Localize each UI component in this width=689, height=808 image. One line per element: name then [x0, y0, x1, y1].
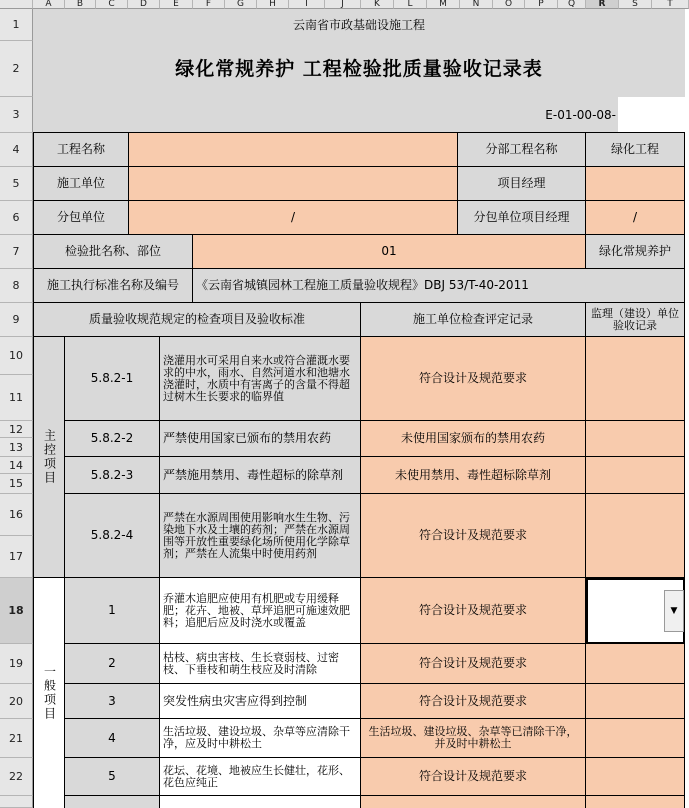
- general-item-5-text: 花坛、花境、地被应生长健壮，花形、花色应纯正: [160, 758, 361, 796]
- general-item-4-record[interactable]: 生活垃圾、建设垃圾、杂草等已清除干净，并及时中耕松土: [361, 719, 586, 758]
- general-item-3-text: 突发性病虫灾害应得到控制: [160, 684, 361, 719]
- row-header-14[interactable]: 14: [0, 457, 33, 474]
- row-header-6[interactable]: 6: [0, 201, 33, 235]
- batch-name[interactable]: 绿化常规养护: [586, 235, 685, 269]
- general-item-2-supervision[interactable]: [586, 644, 685, 684]
- row-header-16[interactable]: 16: [0, 494, 33, 536]
- general-items-group-label: [34, 578, 65, 808]
- sub-manager-input[interactable]: /: [586, 201, 685, 235]
- column-header-o[interactable]: O: [493, 0, 525, 9]
- contractor-input[interactable]: [129, 167, 458, 201]
- main-item-4-record[interactable]: 符合设计及规范要求: [361, 494, 586, 578]
- column-header-b[interactable]: B: [65, 0, 96, 9]
- main-item-3-supervision[interactable]: [586, 457, 685, 494]
- row-header-13[interactable]: 13: [0, 438, 33, 457]
- general-item-5-supervision[interactable]: [586, 758, 685, 796]
- row-header-18[interactable]: 18: [0, 578, 33, 644]
- row-header-23[interactable]: [0, 796, 33, 808]
- general-item-1-code: 1: [65, 578, 160, 644]
- row-header-21[interactable]: 21: [0, 719, 33, 758]
- main-item-4-supervision[interactable]: [586, 494, 685, 578]
- row-23-record[interactable]: [361, 796, 586, 808]
- general-item-2-record[interactable]: 符合设计及规范要求: [361, 644, 586, 684]
- supervision-header: 监理（建设）单位验收记录: [586, 303, 685, 337]
- column-header-m[interactable]: M: [427, 0, 460, 9]
- main-item-3-text: 严禁施用禁用、毒性超标的除草剂: [160, 457, 361, 494]
- row-header-5[interactable]: 5: [0, 167, 33, 201]
- select-all-corner[interactable]: [0, 0, 33, 9]
- sub-project-label: 分部工程名称: [458, 133, 586, 167]
- manager-label: 项目经理: [458, 167, 586, 201]
- row-header-11[interactable]: 11: [0, 375, 33, 421]
- general-items-group-text: 一般项目: [42, 665, 57, 721]
- standard-label: 施工执行标准名称及编号: [34, 269, 193, 303]
- sub-manager-label: 分包单位项目经理: [458, 201, 586, 235]
- main-item-4-text: 严禁在水源周围使用影响水生生物、污染地下水及土壤的药剂；严禁在水源周围等开放性重要绿化场所使用化学除草剂；严禁在人流集中时使用药剂: [160, 494, 361, 578]
- column-header-t[interactable]: T: [652, 0, 689, 9]
- row-23-code: [65, 796, 160, 808]
- column-header-q[interactable]: Q: [558, 0, 586, 9]
- column-header-k[interactable]: K: [361, 0, 394, 9]
- main-item-1-code: 5.8.2-1: [65, 337, 160, 421]
- main-item-1-text: 浇灌用水可采用自来水或符合灌溉水要求的中水，雨水、自然河道水和池塘水浇灌时，水质中有害离子的含量不得超过树木生长要求的临界值: [160, 337, 361, 421]
- column-header-a[interactable]: A: [33, 0, 65, 9]
- project-name-input[interactable]: [129, 133, 458, 167]
- dropdown-arrow-icon: ▼: [670, 606, 678, 616]
- row-header-8[interactable]: 8: [0, 269, 33, 303]
- column-header-l[interactable]: L: [394, 0, 427, 9]
- general-item-2-text: 枯枝、病虫害枝、生长衰弱枝、过密枝、下垂枝和萌生枝应及时清除: [160, 644, 361, 684]
- general-item-3-code: 3: [65, 684, 160, 719]
- row-header-19[interactable]: 19: [0, 644, 33, 684]
- column-header-f[interactable]: F: [193, 0, 225, 9]
- dropdown-button[interactable]: [664, 590, 684, 632]
- general-item-3-supervision[interactable]: [586, 684, 685, 719]
- column-header-c[interactable]: C: [96, 0, 128, 9]
- row-header-3[interactable]: 3: [0, 97, 33, 133]
- column-header-d[interactable]: D: [128, 0, 160, 9]
- general-item-5-record[interactable]: 符合设计及规范要求: [361, 758, 586, 796]
- main-item-4-code: 5.8.2-4: [65, 494, 160, 578]
- column-header-j[interactable]: J: [325, 0, 361, 9]
- form-code-input[interactable]: [618, 97, 685, 133]
- page-title: 绿化常规养护 工程检验批质量验收记录表: [33, 41, 685, 97]
- row-23-supervision[interactable]: [586, 796, 685, 808]
- main-item-2-supervision[interactable]: [586, 421, 685, 457]
- row-header-10[interactable]: 10: [0, 337, 33, 375]
- general-item-2-code: 2: [65, 644, 160, 684]
- general-item-1-record[interactable]: 符合设计及规范要求: [361, 578, 586, 644]
- contractor-label: 施工单位: [34, 167, 129, 201]
- column-header-h[interactable]: H: [257, 0, 289, 9]
- general-item-3-record[interactable]: 符合设计及规范要求: [361, 684, 586, 719]
- main-item-2-code: 5.8.2-2: [65, 421, 160, 457]
- row-23-text: [160, 796, 361, 808]
- column-header-i[interactable]: I: [289, 0, 325, 9]
- main-item-2-text: 严禁使用国家已颁布的禁用农药: [160, 421, 361, 457]
- manager-input[interactable]: [586, 167, 685, 201]
- main-item-3-code: 5.8.2-3: [65, 457, 160, 494]
- main-item-2-record[interactable]: 未使用国家颁布的禁用农药: [361, 421, 586, 457]
- form-code: E-01-00-08-: [33, 97, 618, 133]
- items-header: 质量验收规范规定的检查项目及验收标准: [34, 303, 361, 337]
- column-header-g[interactable]: G: [225, 0, 257, 9]
- batch-input[interactable]: 01: [193, 235, 586, 269]
- row-header-12[interactable]: 12: [0, 421, 33, 438]
- batch-label: 检验批名称、部位: [34, 235, 193, 269]
- row-header-4[interactable]: 4: [0, 133, 33, 167]
- record-header: 施工单位检查评定记录: [361, 303, 586, 337]
- row-header-1[interactable]: 1: [0, 9, 33, 41]
- project-name-label: 工程名称: [34, 133, 129, 167]
- general-item-4-text: 生活垃圾、建设垃圾、杂草等应清除干净，应及时中耕松土: [160, 719, 361, 758]
- row-header-9[interactable]: 9: [0, 303, 33, 337]
- column-header-n[interactable]: N: [460, 0, 493, 9]
- general-item-1-text: 乔灌木追肥应使用有机肥或专用缓释肥；花卉、地被、草坪追肥可施速效肥料；追肥后应及时浇水或覆盖: [160, 578, 361, 644]
- standard-value[interactable]: 《云南省城镇园林工程施工质量验收规程》DBJ 53/T-40-2011: [193, 269, 685, 303]
- column-header-r[interactable]: R: [586, 0, 619, 9]
- general-item-4-code: 4: [65, 719, 160, 758]
- subcontractor-label: 分包单位: [34, 201, 129, 235]
- org-name: 云南省市政基础设施工程: [33, 9, 685, 41]
- column-header-s[interactable]: S: [619, 0, 652, 9]
- main-items-group-label: [34, 337, 65, 578]
- column-header-e[interactable]: E: [160, 0, 193, 9]
- subcontractor-input[interactable]: /: [129, 201, 458, 235]
- general-item-4-supervision[interactable]: [586, 719, 685, 758]
- row-header-20[interactable]: 20: [0, 684, 33, 719]
- row-header-15[interactable]: 15: [0, 474, 33, 494]
- row-header-17[interactable]: 17: [0, 536, 33, 578]
- main-items-group-text: 主控项目: [42, 429, 57, 485]
- main-item-1-supervision[interactable]: [586, 337, 685, 421]
- row-header-2[interactable]: 2: [0, 41, 33, 97]
- main-item-1-record[interactable]: 符合设计及规范要求: [361, 337, 586, 421]
- main-item-3-record[interactable]: 未使用禁用、毒性超标除草剂: [361, 457, 586, 494]
- row-header-22[interactable]: 22: [0, 758, 33, 796]
- column-header-p[interactable]: P: [525, 0, 558, 9]
- sub-project-value[interactable]: 绿化工程: [586, 133, 685, 167]
- row-header-7[interactable]: 7: [0, 235, 33, 269]
- general-item-5-code: 5: [65, 758, 160, 796]
